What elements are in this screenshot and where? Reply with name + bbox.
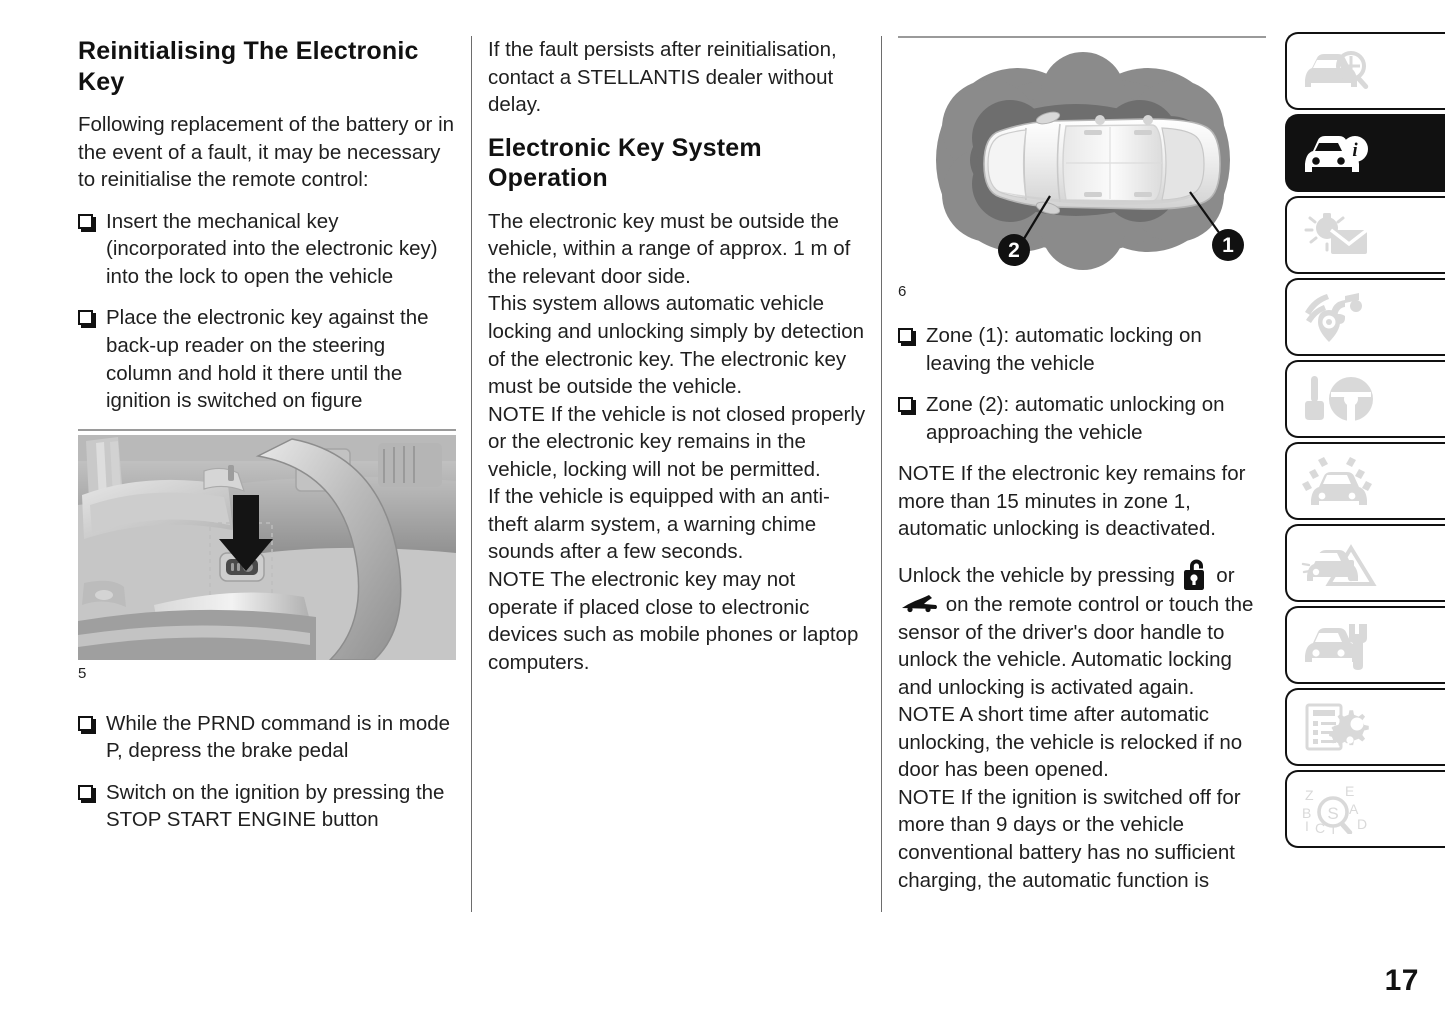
alphabet-magnifier-icon <box>1301 784 1377 834</box>
sidebar-item-maintenance[interactable] <box>1285 606 1445 684</box>
note-locking: NOTE If the vehicle is not closed properly or the electronic key remains in the vehicle, locking will not be permitted. <box>488 402 866 481</box>
svg-text:Z: Z <box>1305 787 1314 803</box>
list-item <box>78 779 456 834</box>
intro-paragraph: Following replacement of the battery or in the event of a fault, it may be necessary to reinitialise the remote control: <box>78 113 455 192</box>
square-bullet-icon <box>78 716 93 731</box>
car-wrench-icon <box>1301 620 1377 670</box>
list-item-text: Switch on the ignition by pressing the STOP START ENGINE button <box>106 780 445 832</box>
figure-zones <box>898 36 1266 300</box>
sidebar-item-index[interactable] <box>1285 770 1445 848</box>
note-ignition-off: NOTE If the ignition is switched off for more than 9 days or the vehicle conventional battery has no sufficient charging, the automatic function is <box>898 785 1241 892</box>
unlock-padlock-icon <box>1183 557 1209 591</box>
paragraph: If the vehicle is equipped with an anti-theft alarm system, a warning chime sounds after a few seconds. <box>488 485 830 564</box>
bullet-list-top <box>78 208 456 415</box>
list-item <box>78 208 456 291</box>
sidebar-item-vehicle-info[interactable] <box>1285 114 1445 192</box>
gear-lever-steering-wheel-icon <box>1301 374 1377 424</box>
figure-top-rule <box>78 429 456 431</box>
list-item-text: Place the electronic key against the back-up reader on the steering column and hold it there until the ignition is switched on figure <box>106 306 429 413</box>
column-divider-2 <box>881 36 882 912</box>
svg-text:B: B <box>1302 805 1312 821</box>
car-warning-triangle-icon <box>1301 538 1377 588</box>
unlock-text-or: or <box>1210 563 1235 587</box>
radio-music-pin-icon <box>1301 292 1377 342</box>
note-zone-timeout: NOTE If the electronic key remains for more than 15 minutes in zone 1, automatic unlocking is deactivated. <box>898 462 1246 541</box>
car-lane-icon <box>1301 456 1377 506</box>
figure-top-rule <box>898 36 1266 38</box>
svg-text:A: A <box>1349 801 1359 817</box>
column-divider-1 <box>471 36 472 912</box>
sidebar-item-specifications[interactable] <box>1285 688 1445 766</box>
square-bullet-icon <box>78 310 93 325</box>
page-number: 17 <box>1384 964 1419 997</box>
dashboard-photo <box>78 435 456 660</box>
list-item-text: Zone (2): automatic unlocking on approaching the vehicle <box>926 393 1225 444</box>
sidebar-item-driving[interactable] <box>1285 360 1445 438</box>
svg-text:D: D <box>1357 816 1368 832</box>
sidebar-item-getting-to-know[interactable] <box>1285 32 1445 110</box>
sidebar-item-warning-lights[interactable] <box>1285 196 1445 274</box>
figure-caption: 5 <box>78 664 87 682</box>
warning-lamp-envelope-icon <box>1301 210 1377 260</box>
list-gears-icon <box>1301 702 1377 752</box>
sidebar-item-infotainment[interactable] <box>1285 278 1445 356</box>
svg-text:C: C <box>1315 820 1326 834</box>
svg-text:S: S <box>1327 804 1339 823</box>
figure-dashboard <box>78 429 456 682</box>
car-magnifier-icon <box>1301 46 1377 96</box>
list-item-text: Zone (1): automatic locking on leaving the vehicle <box>926 324 1202 375</box>
unlock-instructions <box>898 557 1266 701</box>
car-info-icon <box>1301 128 1377 178</box>
svg-text:T: T <box>1329 821 1338 834</box>
figure-caption: 6 <box>898 283 907 300</box>
square-bullet-icon <box>78 785 93 800</box>
unlock-text-after: on the remote control or touch the sensor of the driver's door handle to unlock the vehicle. Automatic locking and unlocking is activated again. <box>898 592 1254 699</box>
page-title: Reinitialising The Electronic Key <box>78 37 419 96</box>
paragraph: This system allows automatic vehicle locking and unlocking simply by detection of the electronic key. The electronic key must be outside the vehicle. <box>488 292 865 399</box>
sidebar-item-driver-assist[interactable] <box>1285 442 1445 520</box>
paragraph: The electronic key must be outside the vehicle, within a range of approx. 1 m of the relevant door side. <box>488 209 851 288</box>
unlock-text-before: Unlock the vehicle by pressing <box>898 563 1181 587</box>
svg-text:E: E <box>1345 784 1355 799</box>
list-item-text: Insert the mechanical key (incorporated into the electronic key) into the lock to open the vehicle <box>106 209 438 288</box>
list-item-text: While the PRND command is in mode P, depress the brake pedal <box>106 711 451 763</box>
callout-2-label: 2 <box>1008 239 1020 262</box>
zone-bullet-list <box>898 322 1266 446</box>
callout-1-label: 1 <box>1222 234 1234 257</box>
chapter-tab-sidebar <box>1285 32 1445 852</box>
column-one <box>78 36 456 844</box>
square-bullet-icon <box>898 397 913 412</box>
note-interference: NOTE The electronic key may not operate if placed close to electronic devices such as mobile phones or laptop computers. <box>488 568 859 674</box>
list-item <box>78 710 456 765</box>
boot-open-car-icon <box>900 593 938 613</box>
svg-text:i: i <box>1352 140 1358 161</box>
square-bullet-icon <box>78 214 93 229</box>
square-bullet-icon <box>898 328 913 343</box>
sidebar-item-emergency[interactable] <box>1285 524 1445 602</box>
column-two <box>488 36 868 676</box>
fault-paragraph: If the fault persists after reinitialisation, contact a STELLANTIS dealer without delay. <box>488 38 837 117</box>
note-relock: NOTE A short time after automatic unlocking, the vehicle is relocked if no door has been opened. <box>898 703 1243 782</box>
column-three <box>898 36 1266 894</box>
bullet-list-bottom <box>78 710 456 834</box>
svg-text:I: I <box>1305 818 1309 834</box>
section-heading-key-system: Electronic Key System Operation <box>488 133 762 193</box>
list-item <box>898 391 1266 446</box>
vehicle-top-view <box>984 110 1220 216</box>
vehicle-zones-diagram <box>898 42 1266 278</box>
list-item <box>78 304 456 414</box>
list-item <box>898 322 1266 377</box>
